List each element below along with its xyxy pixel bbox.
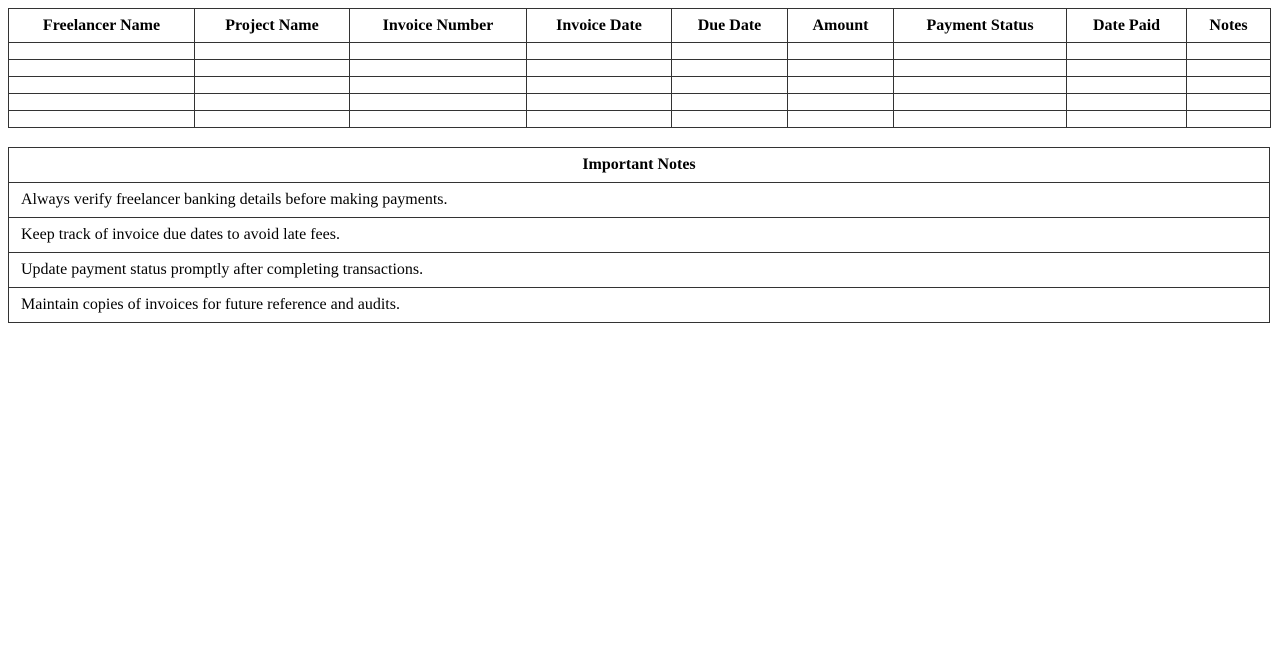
table-cell[interactable] [894,60,1067,77]
table-cell[interactable] [1067,111,1187,128]
table-row [9,77,1271,94]
table-cell[interactable] [527,43,672,60]
table-cell[interactable] [672,94,788,111]
table-row [9,111,1271,128]
table-cell[interactable] [788,111,894,128]
note-item: Update payment status promptly after completing transactions. [9,253,1270,288]
table-cell[interactable] [527,111,672,128]
important-notes-table [8,147,1270,323]
table-cell[interactable] [1187,77,1271,94]
note-row [9,288,1270,323]
note-item: Maintain copies of invoices for future reference and audits. [9,288,1270,323]
table-cell[interactable] [195,94,350,111]
note-row [9,253,1270,288]
table-row [9,60,1271,77]
table-cell[interactable] [527,94,672,111]
table-cell[interactable] [894,94,1067,111]
column-header-payment-status: Payment Status [894,9,1067,43]
table-cell[interactable] [1067,94,1187,111]
table-cell[interactable] [350,111,527,128]
note-item: Keep track of invoice due dates to avoid late fees. [9,218,1270,253]
column-header-date-paid: Date Paid [1067,9,1187,43]
column-header-project-name: Project Name [195,9,350,43]
table-row [9,94,1271,111]
invoice-tracker-table [8,8,1271,128]
note-row [9,183,1270,218]
table-cell[interactable] [195,77,350,94]
table-cell[interactable] [350,77,527,94]
table-cell[interactable] [9,43,195,60]
table-cell[interactable] [894,43,1067,60]
column-header-freelancer-name: Freelancer Name [9,9,195,43]
table-cell[interactable] [1187,94,1271,111]
table-cell[interactable] [1187,60,1271,77]
table-cell[interactable] [672,43,788,60]
tracker-table-body [9,43,1271,128]
table-cell[interactable] [1187,111,1271,128]
table-cell[interactable] [672,60,788,77]
table-cell[interactable] [1067,60,1187,77]
table-cell[interactable] [195,60,350,77]
table-cell[interactable] [788,43,894,60]
table-header-row [9,9,1271,43]
notes-title: Important Notes [9,148,1270,183]
table-cell[interactable] [672,111,788,128]
table-cell[interactable] [1067,43,1187,60]
table-cell[interactable] [350,43,527,60]
table-cell[interactable] [1187,43,1271,60]
table-row [9,43,1271,60]
column-header-invoice-number: Invoice Number [350,9,527,43]
table-cell[interactable] [894,111,1067,128]
column-header-invoice-date: Invoice Date [527,9,672,43]
column-header-due-date: Due Date [672,9,788,43]
table-cell[interactable] [195,111,350,128]
table-cell[interactable] [9,94,195,111]
table-cell[interactable] [788,77,894,94]
table-cell[interactable] [1067,77,1187,94]
table-cell[interactable] [788,60,894,77]
table-cell[interactable] [9,77,195,94]
table-cell[interactable] [894,77,1067,94]
table-cell[interactable] [527,77,672,94]
table-cell[interactable] [788,94,894,111]
table-cell[interactable] [9,111,195,128]
table-cell[interactable] [350,94,527,111]
table-cell[interactable] [672,77,788,94]
table-cell[interactable] [527,60,672,77]
table-cell[interactable] [350,60,527,77]
note-item: Always verify freelancer banking details before making payments. [9,183,1270,218]
table-cell[interactable] [9,60,195,77]
table-cell[interactable] [195,43,350,60]
note-row [9,218,1270,253]
notes-header-row [9,148,1270,183]
column-header-notes: Notes [1187,9,1271,43]
column-header-amount: Amount [788,9,894,43]
